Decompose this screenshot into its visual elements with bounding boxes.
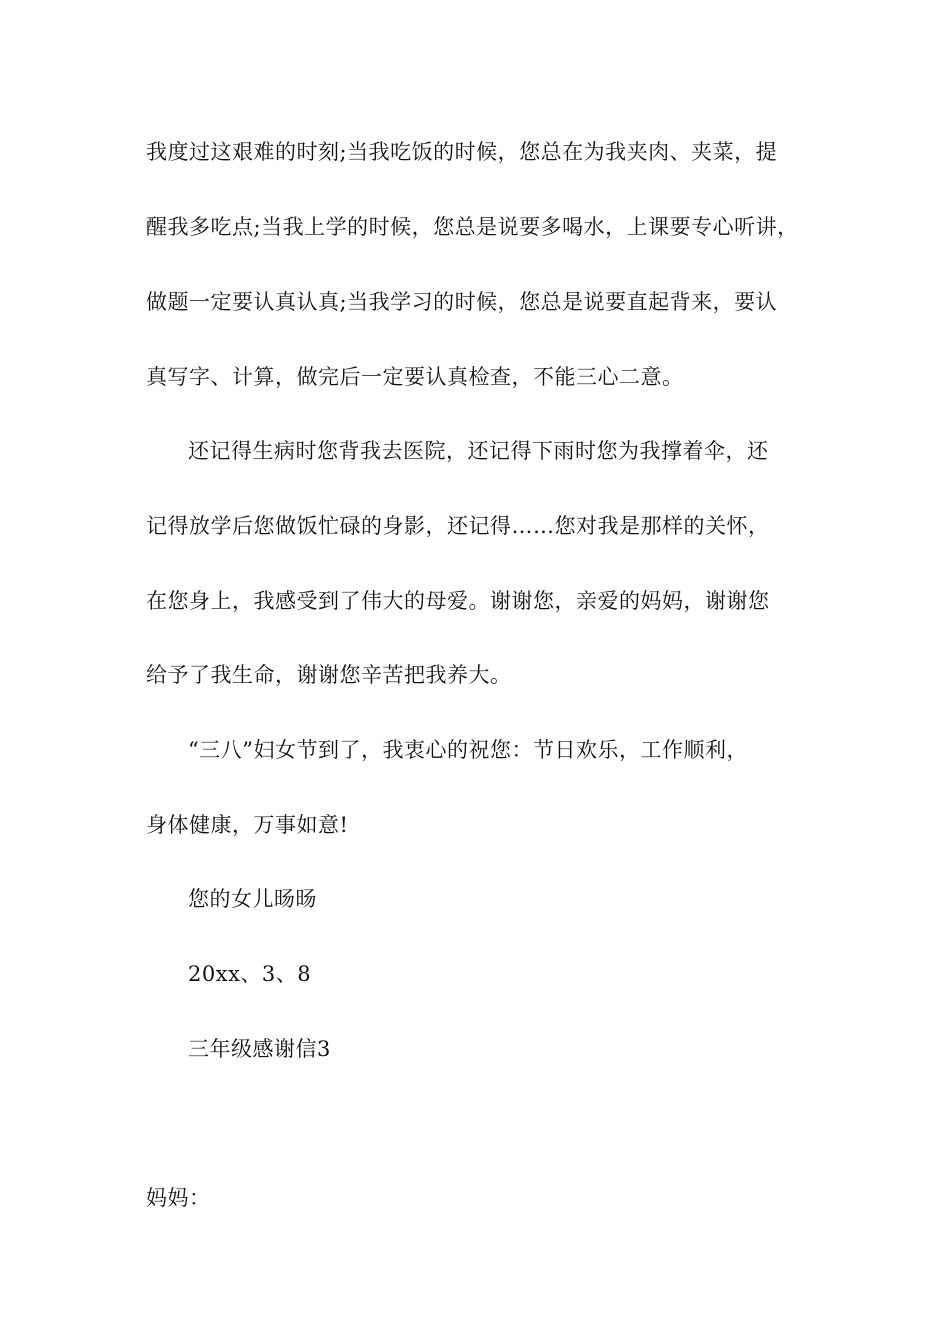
paragraph-line: 身体健康，万事如意! [146,813,349,837]
signature-name: 您的女儿旸旸 [188,887,317,911]
paragraph-line: 真写字、计算，做完后一定要认真检查，不能三心二意。 [146,365,684,389]
paragraph-line: 做题一定要认真认真;当我学习的时候，您总是说要直起背来，要认 [146,290,778,314]
paragraph-line: 在您身上，我感受到了伟大的母爱。谢谢您，亲爱的妈妈，谢谢您 [146,589,770,613]
section-heading: 三年级感谢信3 [188,1037,331,1061]
letter-salutation: 妈妈： [146,1186,211,1210]
paragraph-line: 醒我多吃点;当我上学的时候，您总是说要多喝水，上课要专心听讲， [146,215,799,239]
signature-date: 20xx、3、8 [188,962,312,986]
paragraph-line: 还记得生病时您背我去医院，还记得下雨时您为我撑着伞，还 [188,439,769,463]
paragraph-line: 我度过这艰难的时刻;当我吃饭的时候，您总在为我夹肉、夹菜，提 [146,140,778,164]
paragraph-line: “三八”妇女节到了，我衷心的祝您：节日欢乐，工作顺利， [188,738,748,762]
paragraph-line: 给予了我生命，谢谢您辛苦把我养大。 [146,663,512,687]
paragraph-line: 记得放学后您做饭忙碌的身影，还记得……您对我是那样的关怀， [146,514,770,538]
